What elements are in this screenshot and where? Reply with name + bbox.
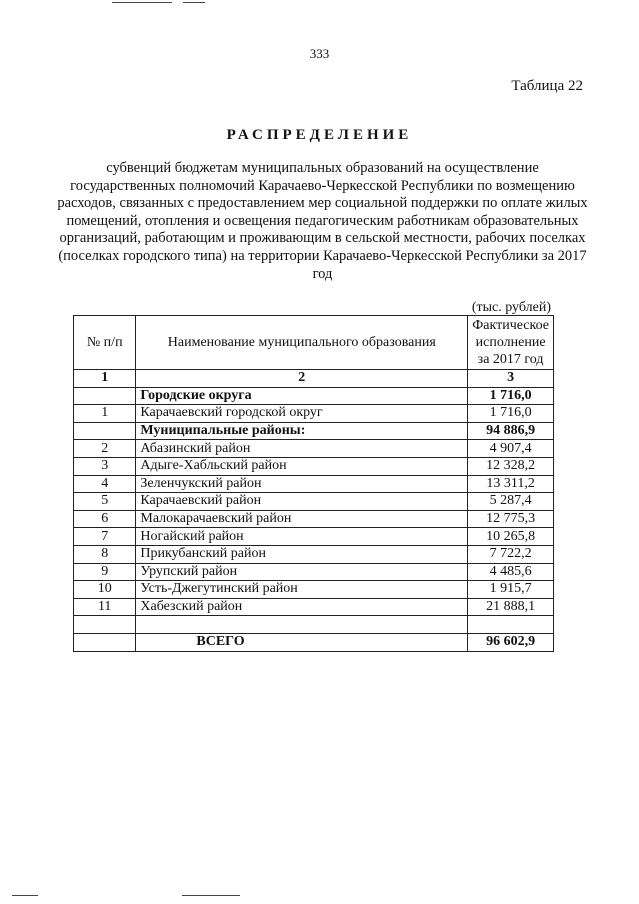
table-row: [74, 545, 554, 563]
table-header-row: [74, 316, 554, 370]
row-value: 1 716,0: [468, 405, 554, 423]
table-row: [74, 440, 554, 458]
header-value: Фактическое исполнение за 2017 год: [468, 316, 554, 370]
row-num: 4: [74, 475, 136, 493]
table-row: [74, 457, 554, 475]
scan-mark: [183, 2, 205, 3]
column-number: 3: [468, 370, 554, 388]
total-value: 96 602,9: [468, 633, 554, 651]
row-value: 4 485,6: [468, 563, 554, 581]
row-name: Адыге-Хабльский район: [136, 457, 468, 475]
table-row: [74, 598, 554, 616]
column-numbers-row: [74, 370, 554, 388]
district-section-row: [74, 422, 554, 440]
row-num: 10: [74, 581, 136, 599]
row-num: 6: [74, 510, 136, 528]
table-row: [74, 475, 554, 493]
total-row: [74, 633, 554, 651]
row-num: 2: [74, 440, 136, 458]
row-value: 12 328,2: [468, 457, 554, 475]
section-label: Городские округа: [136, 387, 468, 405]
table-row: [74, 493, 554, 511]
row-name: Малокарачаевский район: [136, 510, 468, 528]
table-row: [74, 405, 554, 423]
row-num: 11: [74, 598, 136, 616]
row-name: Зеленчукский район: [136, 475, 468, 493]
row-name: Урупский район: [136, 563, 468, 581]
row-name: Усть-Джегутинский район: [136, 581, 468, 599]
row-num: 3: [74, 457, 136, 475]
section-label: Муниципальные районы:: [136, 422, 468, 440]
row-name: Ногайский район: [136, 528, 468, 546]
row-num: 1: [74, 405, 136, 423]
row-num: 8: [74, 545, 136, 563]
row-name: Абазинский район: [136, 440, 468, 458]
table-row: [74, 563, 554, 581]
row-name: Хабезский район: [136, 598, 468, 616]
page-number: 333: [309, 46, 330, 61]
table-row: [74, 528, 554, 546]
row-value: 7 722,2: [468, 545, 554, 563]
row-num: 9: [74, 563, 136, 581]
empty-row: [74, 616, 554, 634]
row-value: 4 907,4: [468, 440, 554, 458]
units-label: (тыс. рублей): [471, 300, 551, 315]
row-name: Карачаевский район: [136, 493, 468, 511]
scan-mark: [12, 895, 38, 896]
row-num: 7: [74, 528, 136, 546]
row-name: Прикубанский район: [136, 545, 468, 563]
row-value: 1 915,7: [468, 581, 554, 599]
section-total: 1 716,0: [468, 387, 554, 405]
header-name: Наименование муниципального образования: [136, 316, 468, 370]
column-number: 2: [136, 370, 468, 388]
distribution-table: [73, 315, 554, 652]
scan-mark: [182, 895, 240, 896]
table-row: [74, 510, 554, 528]
document-heading: РАСПРЕДЕЛЕНИЕ: [226, 127, 413, 143]
row-value: 21 888,1: [468, 598, 554, 616]
row-value: 10 265,8: [468, 528, 554, 546]
section-total: 94 886,9: [468, 422, 554, 440]
row-value: 5 287,4: [468, 493, 554, 511]
document-subtitle: субвенций бюджетам муниципальных образований на осуществление государственных полномочий Карачаево-Черкесской Республики по возмещению расходов, связанных с предоставлением мер социальной поддержки по оплате жилых помещений, отопления и освещения педагогическим работникам образовательных организаций, работающим и проживающим в сельской местности, рабочих поселках (поселках городского типа) на территории Карачаево-Черкесской Республики за 2017 год: [57, 160, 588, 282]
table-row: [74, 581, 554, 599]
table-label: Таблица 22: [511, 78, 583, 94]
total-label: ВСЕГО: [136, 633, 468, 651]
column-number: 1: [74, 370, 136, 388]
urban-section-row: [74, 387, 554, 405]
row-value: 13 311,2: [468, 475, 554, 493]
header-num: № п/п: [74, 316, 136, 370]
row-value: 12 775,3: [468, 510, 554, 528]
row-name: Карачаевский городской округ: [136, 405, 468, 423]
scan-mark: [112, 2, 172, 3]
row-num: 5: [74, 493, 136, 511]
